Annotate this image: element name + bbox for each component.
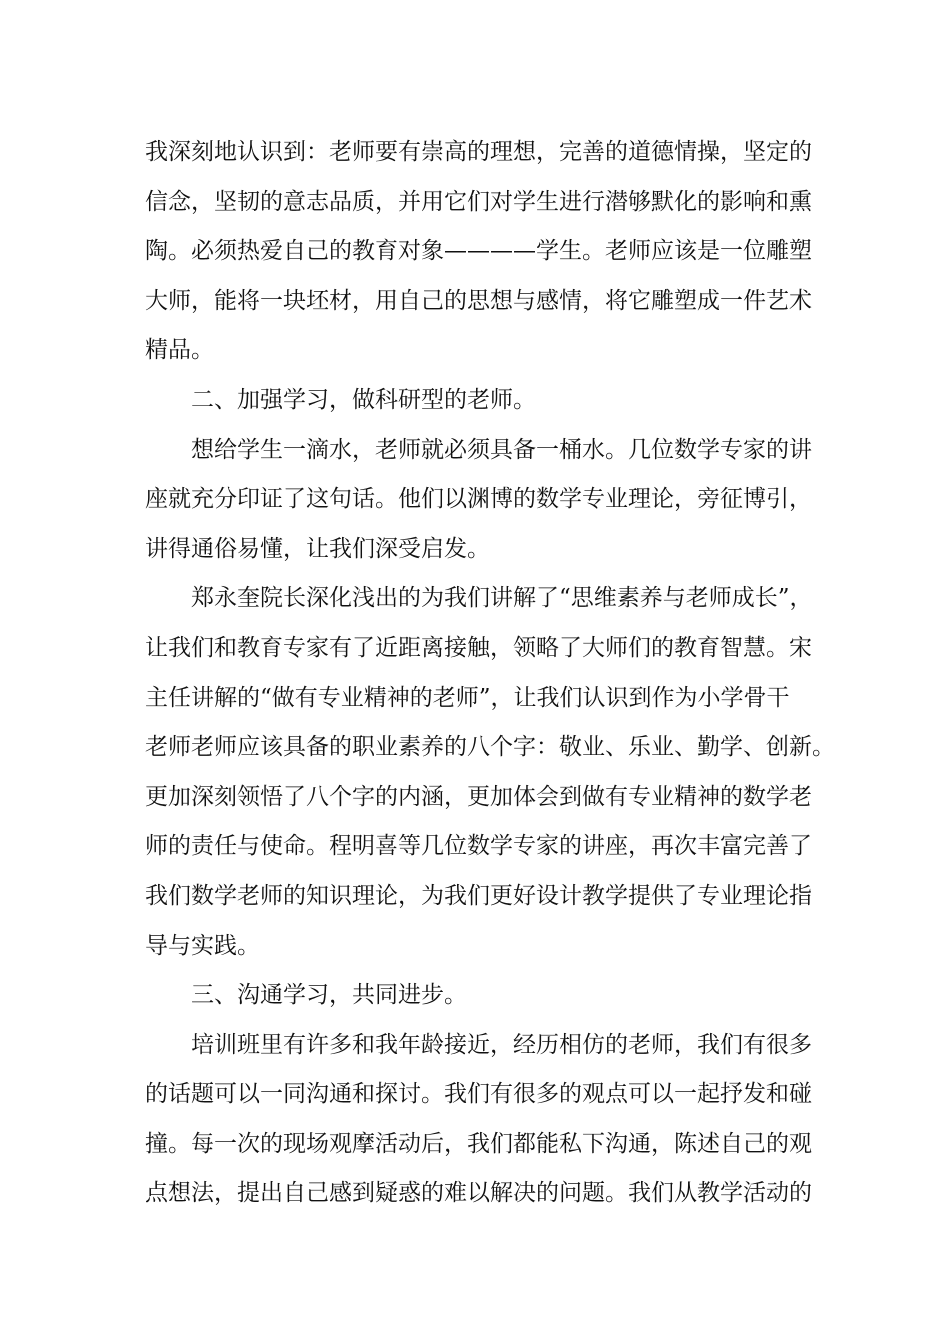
text-line: 师的责任与使命。程明喜等几位数学专家的讲座，再次丰富完善了 (145, 833, 812, 860)
text-line: 培训班里有许多和我年龄接近，经历相仿的老师，我们有很多 (191, 1031, 812, 1058)
text-line: 大师，能将一块坯材，用自己的思想与感情，将它雕塑成一件艺术 (145, 287, 812, 314)
text-line: 更加深刻领悟了八个字的内涵，更加体会到做有专业精神的数学老 (145, 783, 812, 810)
text-line: 的话题可以一同沟通和探讨。我们有很多的观点可以一起抒发和碰 (145, 1081, 812, 1108)
text-line: 导与实践。 (145, 932, 260, 959)
text-line: 让我们和教育专家有了近距离接触，领略了大师们的教育智慧。宋 (145, 634, 812, 661)
text-line: 主任讲解的“做有专业精神的老师”，让我们认识到作为小学骨干 (145, 684, 790, 711)
text-line: 信念，坚韧的意志品质，并用它们对学生进行潜够默化的影响和熏 (145, 188, 812, 215)
text-line: 我深刻地认识到：老师要有崇高的理想，完善的道德情操，坚定的 (145, 139, 812, 165)
text-line: 想给学生一滴水，老师就必须具备一桶水。几位数学专家的讲 (191, 436, 812, 463)
text-line: 精品。 (145, 337, 214, 364)
text-line: 撞。每一次的现场观摩活动后，我们都能私下沟通，陈述自己的观 (145, 1130, 812, 1157)
text-line: 座就充分印证了这句话。他们以渊博的数学专业理论，旁征博引， (145, 486, 812, 513)
text-line: 陶。必须热爱自己的教育对象————学生。老师应该是一位雕塑 (145, 238, 812, 265)
text-line: 三、沟通学习，共同进步。 (191, 982, 467, 1009)
text-line: 郑永奎院长深化浅出的为我们讲解了“思维素养与老师成长”， (191, 585, 813, 612)
document-body (145, 128, 835, 1219)
text-line: 二、加强学习，做科研型的老师。 (191, 386, 536, 413)
text-line: 老师老师应该具备的职业素养的八个字：敬业、乐业、勤学、创新。 (145, 734, 835, 761)
text-line: 我们数学老师的知识理论，为我们更好设计教学提供了专业理论指 (145, 882, 812, 909)
text-line: 点想法，提出自己感到疑惑的难以解决的问题。我们从教学活动的 (145, 1180, 812, 1207)
text-line: 讲得通俗易懂，让我们深受启发。 (145, 535, 490, 562)
